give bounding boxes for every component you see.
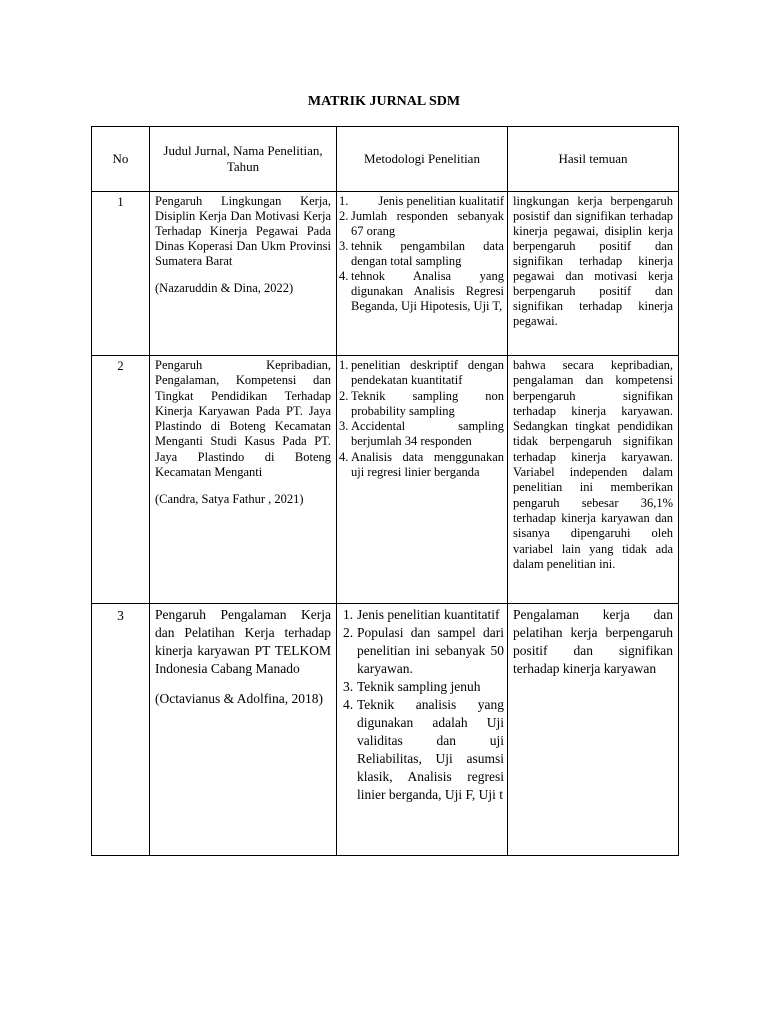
table-row [92,356,679,604]
methodology-list [337,356,507,480]
table-row [92,192,679,356]
findings-cell: Pengalaman kerja dan pelatihan kerja berpengaruh positif dan signifikan terhadap kinerja karyawan [508,604,679,856]
findings-cell: lingkungan kerja berpengaruh posistif dan signifikan terhadap kinerja pegawai, disiplin kerja berpengaruh positif dan signifikan terhadap kinerja pegawai dan motivasi kerja berpengaruh positif dan signifikan terhadap kinerja pegawai. [508,192,679,356]
row-number: 1 [92,192,150,356]
journal-citation: (Candra, Satya Fathur , 2021) [155,492,304,507]
methodology-item: Jenis penelitian kuantitatif [357,607,500,622]
methodology-cell [337,604,508,856]
header-judul: Judul Jurnal, Nama Penelitian, Tahun [150,127,337,192]
table-row [92,604,679,856]
row-number: 3 [92,604,150,856]
methodology-item: penelitian deskriptif dengan pendekatan kuantitatif [351,358,504,388]
journal-title: Pengaruh Pengalaman Kerja dan Pelatihan Kerja terhadap kinerja karyawan PT TELKOM Indonesia Cabang Manado [155,607,331,676]
journal-title-cell [150,356,337,604]
header-no: No [92,127,150,192]
methodology-list [337,604,507,804]
methodology-item: Populasi dan sampel dari penelitian ini sebanyak 50 karyawan. [357,625,504,676]
document-title: MATRIK JURNAL SDM [307,94,461,109]
journal-title: Pengaruh Lingkungan Kerja, Disiplin Kerja Dan Motivasi Kerja Terhadap Kinerja Pegawai Pada Dinas Koperasi Dan Ukm Provinsi Sumatera Barat [155,194,331,268]
row-number: 2 [92,356,150,604]
table-header-row [92,127,679,192]
journal-title-cell [150,192,337,356]
findings-cell: bahwa secara kepribadian, pengalaman dan kompetensi berpengaruh signifikan terhadap kinerja karyawan. Sedangkan tingkat pendidikan tidak berpengaruh signifikan terhadap kinerja karyawan. Variabel independen dalam penelitian ini memberikan pengaruh sebesar 36,1% terhadap kinerja karyawan dan sisanya dipengaruhi oleh variabel lain yang tidak ada dalam penelitian ini. [508,356,679,604]
methodology-item: Jenis penelitian kualitatif [378,194,504,208]
methodology-item: Teknik analisis yang digunakan adalah Uji validitas dan uji Reliabilitas, Uji asumsi klasik, Analisis regresi linier berganda, Uji F, Uji t [357,697,504,802]
journal-citation: (Nazaruddin & Dina, 2022) [155,281,294,295]
header-metodologi: Metodologi Penelitian [337,127,508,192]
methodology-item: tehnik pengambilan data dengan total sampling [351,239,504,268]
methodology-item: Accidental sampling berjumlah 34 responden [351,419,504,449]
methodology-item: Teknik sampling non probability sampling [351,388,504,418]
methodology-item: tehnok Analisa yang digunakan Analisis Regresi Beganda, Uji Hipotesis, Uji T, [351,269,504,313]
methodology-item: Teknik sampling jenuh [357,679,481,694]
methodology-item: Analisis data menggunakan uji regresi linier berganda [351,449,504,480]
journal-citation: (Octavianus & Adolfina, 2018) [155,691,323,706]
journal-matrix-table [91,126,679,856]
methodology-list [337,192,507,314]
methodology-item: Jumlah responden sebanyak 67 orang [351,209,504,238]
methodology-cell [337,192,508,356]
journal-title-cell [150,604,337,856]
methodology-cell [337,356,508,604]
journal-title: Pengaruh Kepribadian, Pengalaman, Kompetensi dan Tingkat Pendidikan Terhadap Kinerja Karyawan Pada PT. Jaya Plastindo di Boteng Kecamatan Menganti Studi Kasus Pada PT. Jaya Plastindo di Boteng Kecamatan Menganti [155,358,331,480]
header-hasil: Hasil temuan [508,127,679,192]
